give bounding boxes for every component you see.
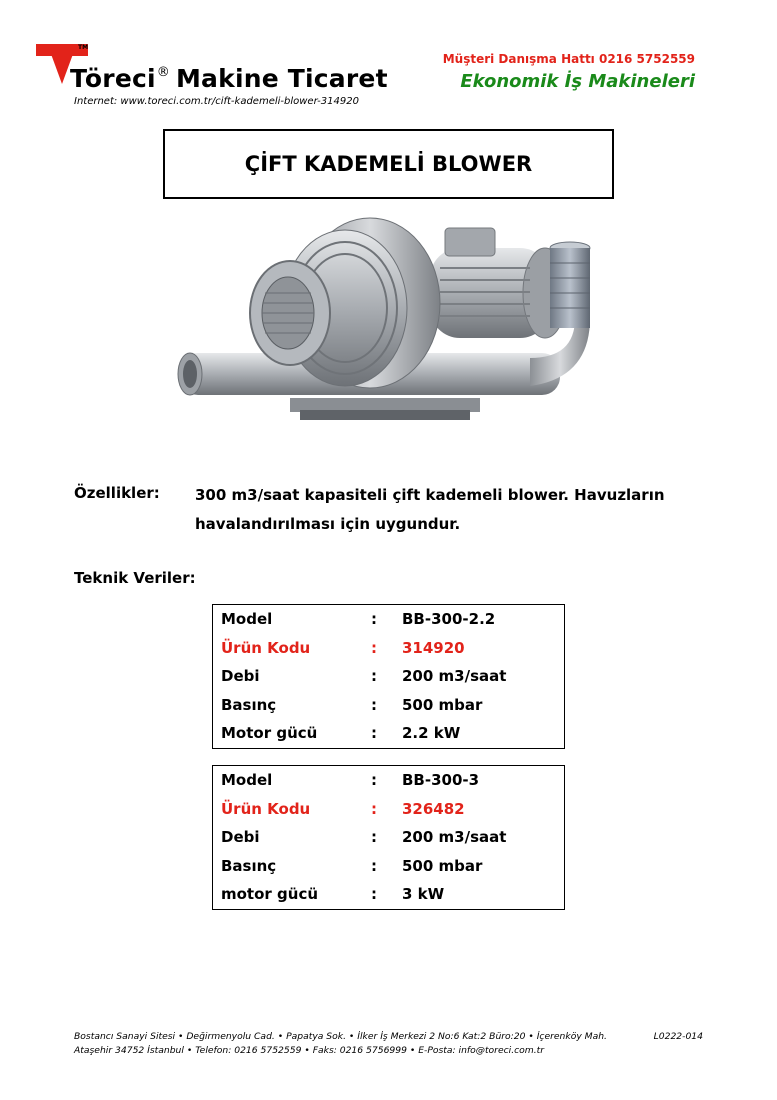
registered-mark: ® xyxy=(156,65,170,80)
spec-value: 200 m3/saat xyxy=(402,828,507,847)
spec-value: 326482 xyxy=(402,799,465,818)
blower-product-image xyxy=(170,208,606,448)
spec-value: BB-300-2.2 xyxy=(402,610,496,628)
spec-row-pressure xyxy=(213,852,564,881)
spec-row-motor-power xyxy=(213,880,564,909)
spec-row-product-code xyxy=(213,795,564,824)
spec-row-pressure xyxy=(213,691,564,720)
features-text: 300 m3/saat kapasiteli çift kademeli blower. Havuzların havalandırılması için uygundur. xyxy=(195,486,665,533)
spec-key: Ürün Kodu xyxy=(221,638,311,657)
spec-row-flow xyxy=(213,662,564,691)
spec-row-model xyxy=(213,605,564,634)
features-label: Özellikler: xyxy=(74,484,160,502)
spec-value: BB-300-3 xyxy=(402,771,480,789)
spec-separator: : xyxy=(371,724,377,743)
spec-row-motor-power xyxy=(213,719,564,748)
footer-address-line-1: Bostancı Sanayi Sitesi • Değirmenyolu Cad. • Papatya Sok. • İlker İş Merkezi 2 No:6 Kat:2 Büro:20 • İçerenköy Mah. xyxy=(74,1031,607,1042)
spec-key: Debi xyxy=(221,667,260,686)
page-title: ÇİFT KADEMELİ BLOWER xyxy=(244,152,533,176)
spec-key: motor gücü xyxy=(221,885,319,904)
spec-key: Basınç xyxy=(221,695,277,714)
spec-separator: : xyxy=(371,638,377,657)
spec-separator: : xyxy=(371,695,377,714)
spec-table-1 xyxy=(212,604,565,749)
spec-row-product-code xyxy=(213,634,564,663)
spec-value: 314920 xyxy=(402,638,465,657)
brand-name xyxy=(70,64,388,93)
technical-data-label: Teknik Veriler: xyxy=(74,569,196,587)
spec-value: 500 mbar xyxy=(402,856,483,875)
document-code: L0222-014 xyxy=(653,1031,703,1042)
spec-key: Basınç xyxy=(221,856,277,875)
spec-row-flow xyxy=(213,823,564,852)
spec-separator: : xyxy=(371,828,377,847)
spec-value: 3 kW xyxy=(402,885,445,904)
spec-separator: : xyxy=(371,885,377,904)
brand-name-rest: Makine Ticaret xyxy=(175,64,388,93)
spec-table-2 xyxy=(212,765,565,910)
slogan: Ekonomik İş Makineleri xyxy=(460,71,695,92)
spec-value: 500 mbar xyxy=(402,695,483,714)
spec-row-model xyxy=(213,766,564,795)
title-box xyxy=(163,129,614,199)
spec-separator: : xyxy=(371,667,377,686)
spec-value: 200 m3/saat xyxy=(402,667,507,686)
spec-separator: : xyxy=(371,771,377,789)
spec-key: Model xyxy=(221,771,273,789)
spec-key: Ürün Kodu xyxy=(221,799,311,818)
spec-value: 2.2 kW xyxy=(402,724,461,743)
spec-key: Motor gücü xyxy=(221,724,318,743)
trademark-mark: TM xyxy=(78,44,89,51)
spec-separator: : xyxy=(371,856,377,875)
spec-key: Debi xyxy=(221,828,260,847)
spec-separator: : xyxy=(371,799,377,818)
customer-hotline: Müşteri Danışma Hattı 0216 5752559 xyxy=(442,52,695,66)
brand-name-main: Töreci xyxy=(70,64,156,93)
footer-address-line-2: Ataşehir 34752 İstanbul • Telefon: 0216 5752559 • Faks: 0216 5756999 • E-Posta: info@toreci.com.tr xyxy=(74,1045,545,1056)
spec-separator: : xyxy=(371,610,377,628)
website-url[interactable]: Internet: www.toreci.com.tr/cift-kademeli-blower-314920 xyxy=(74,96,359,107)
spec-key: Model xyxy=(221,610,273,628)
